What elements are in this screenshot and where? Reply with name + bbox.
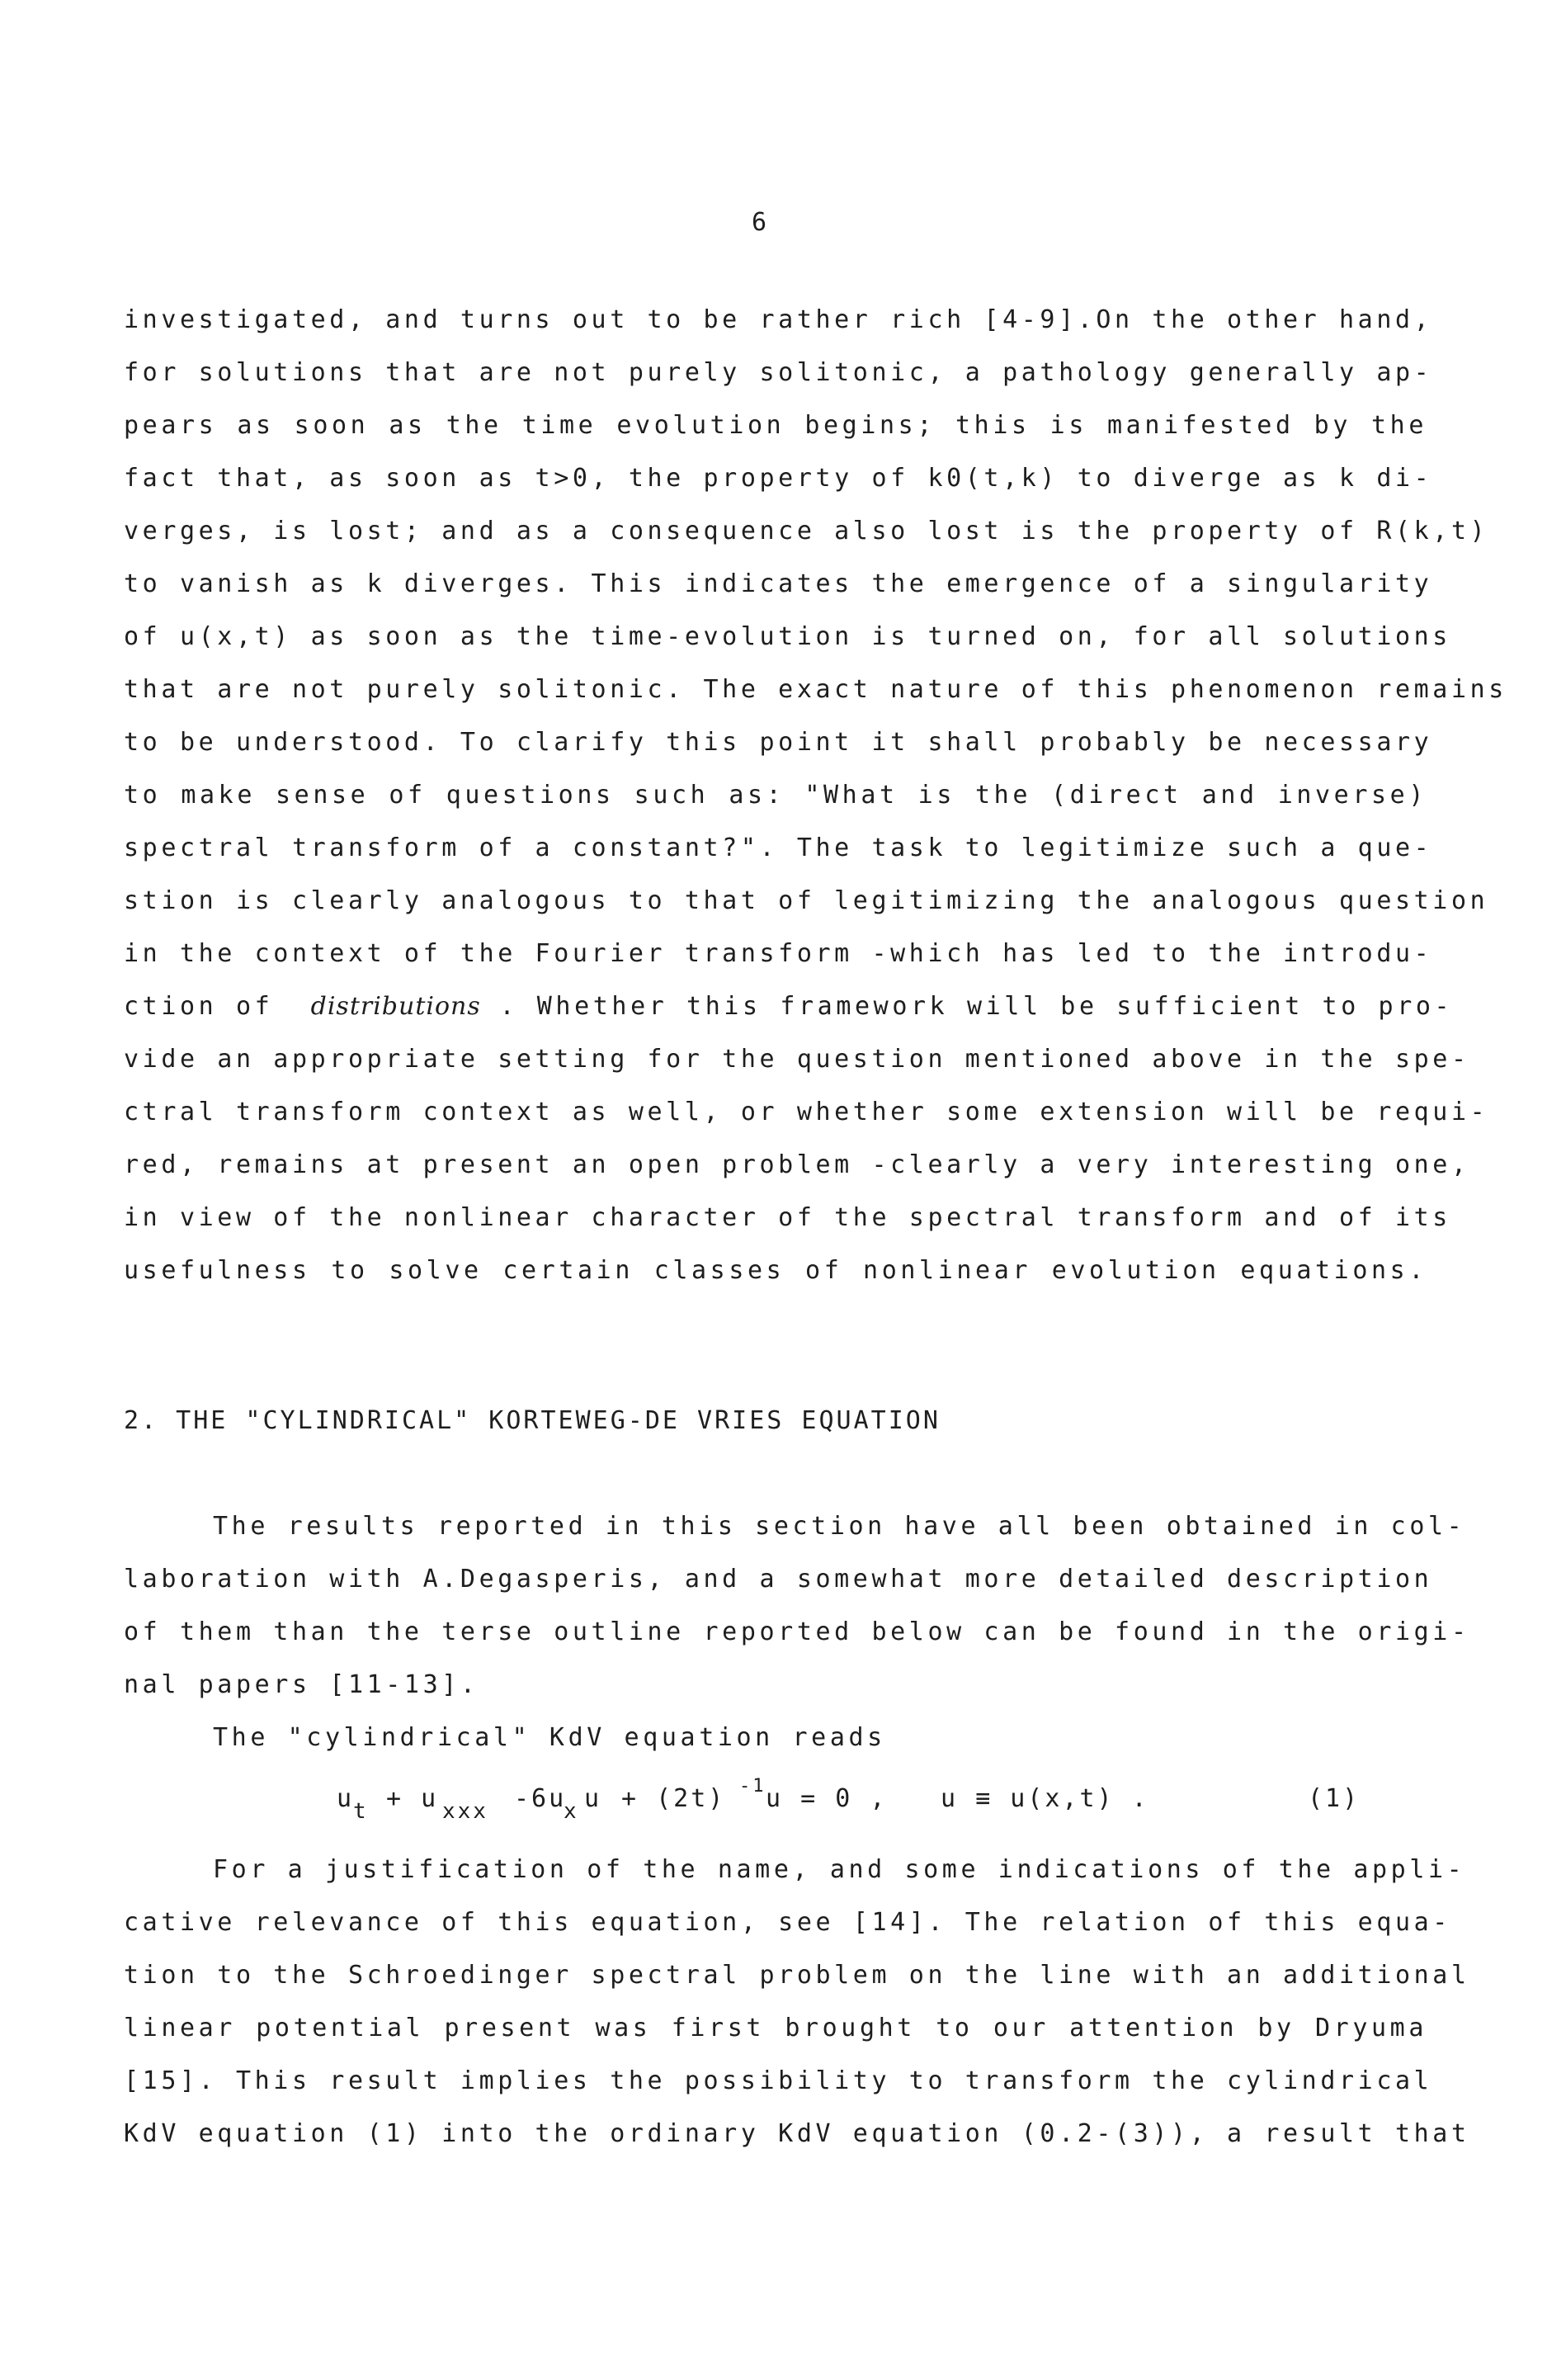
eq-u: u — [337, 1784, 355, 1813]
text-line: of u(x,t) as soon as the time-evolution is turned on, for all solutions — [124, 622, 1451, 651]
equation-1 — [337, 1776, 1360, 1834]
text-line: stion is clearly analogous to that of legitimizing the analogous question — [124, 886, 1489, 915]
text-segment: . Whether this framework will be sufficient to pro- — [499, 992, 1454, 1021]
text-line: vide an appropriate setting for the question mentioned above in the spe- — [124, 1045, 1470, 1074]
text-line: tion to the Schroedinger spectral problem on the line with an additional — [124, 1961, 1470, 1990]
eq-plus-u: + u — [386, 1784, 439, 1813]
text-line: spectral transform of a constant?". The task to legitimize such a que- — [124, 833, 1433, 862]
eq-subscript-xxx: xxx — [442, 1799, 488, 1824]
text-segment: ction of — [124, 992, 274, 1021]
eq-subscript-x: x — [564, 1799, 579, 1824]
eq-superscript-minus-1: -1 — [739, 1776, 766, 1797]
page-number: 6 — [751, 208, 767, 237]
text-line: nal papers [11-13]. — [124, 1670, 479, 1699]
eq-u: u — [584, 1784, 602, 1813]
italic-word: distributions — [310, 992, 481, 1021]
text-line: KdV equation (1) into the ordinary KdV equation (0.2-(3)), a result that — [124, 2119, 1470, 2148]
text-line: The results reported in this section have all been obtained in col- — [213, 1512, 1466, 1541]
text-line: cative relevance of this equation, see [14]. The relation of this equa- — [124, 1908, 1451, 1937]
text-line: linear potential present was first brought to our attention by Dryuma — [124, 2014, 1427, 2042]
text-line: red, remains at present an open problem -clearly a very interesting one, — [124, 1150, 1470, 1179]
equation-number: (1) — [1308, 1784, 1361, 1813]
text-line: to vanish as k diverges. This indicates the emergence of a singularity — [124, 569, 1433, 598]
text-line: investigated, and turns out to be rather rich [4-9].On the other hand, — [124, 305, 1433, 334]
text-line: in the context of the Fourier transform -which has led to the introdu- — [124, 939, 1433, 968]
text-line: ctral transform context as well, or whether some extension will be requi- — [124, 1098, 1489, 1126]
text-line: in view of the nonlinear character of the spectral transform and of its — [124, 1203, 1451, 1232]
text-line: laboration with A.Degasperis, and a somewhat more detailed description — [124, 1565, 1433, 1594]
text-line: to be understood. To clarify this point it shall probably be necessary — [124, 728, 1433, 757]
eq-minus-6u: -6u — [514, 1784, 567, 1813]
text-line: usefulness to solve certain classes of nonlinear evolution equations. — [124, 1256, 1427, 1285]
text-line — [124, 992, 1454, 1022]
text-line: pears as soon as the time evolution begins; this is manifested by the — [124, 411, 1427, 440]
text-line: The "cylindrical" KdV equation reads — [213, 1723, 886, 1752]
eq-equals-zero: u = 0 , — [766, 1784, 888, 1813]
text-line: For a justification of the name, and some indications of the appli- — [213, 1855, 1466, 1884]
eq-plus-2t: + (2t) — [621, 1784, 726, 1813]
text-line: that are not purely solitonic. The exact nature of this phenomenon remains — [124, 675, 1507, 704]
text-line: to make sense of questions such as: "What is the (direct and inverse) — [124, 781, 1427, 810]
text-line: [15]. This result implies the possibility to transform the cylindrical — [124, 2066, 1433, 2095]
eq-subscript-t: t — [353, 1799, 369, 1824]
text-line: of them than the terse outline reported below can be found in the origi- — [124, 1617, 1470, 1646]
section-heading: 2. THE "CYLINDRICAL" KORTEWEG-DE VRIES EQUATION — [124, 1406, 941, 1435]
eq-definition: u ≡ u(x,t) . — [941, 1784, 1149, 1813]
text-line: verges, is lost; and as a consequence also lost is the property of R(k,t) — [124, 517, 1489, 545]
text-line: fact that, as soon as t>0, the property of k0(t,k) to diverge as k di- — [124, 464, 1433, 493]
text-line: for solutions that are not purely solitonic, a pathology generally ap- — [124, 358, 1433, 387]
